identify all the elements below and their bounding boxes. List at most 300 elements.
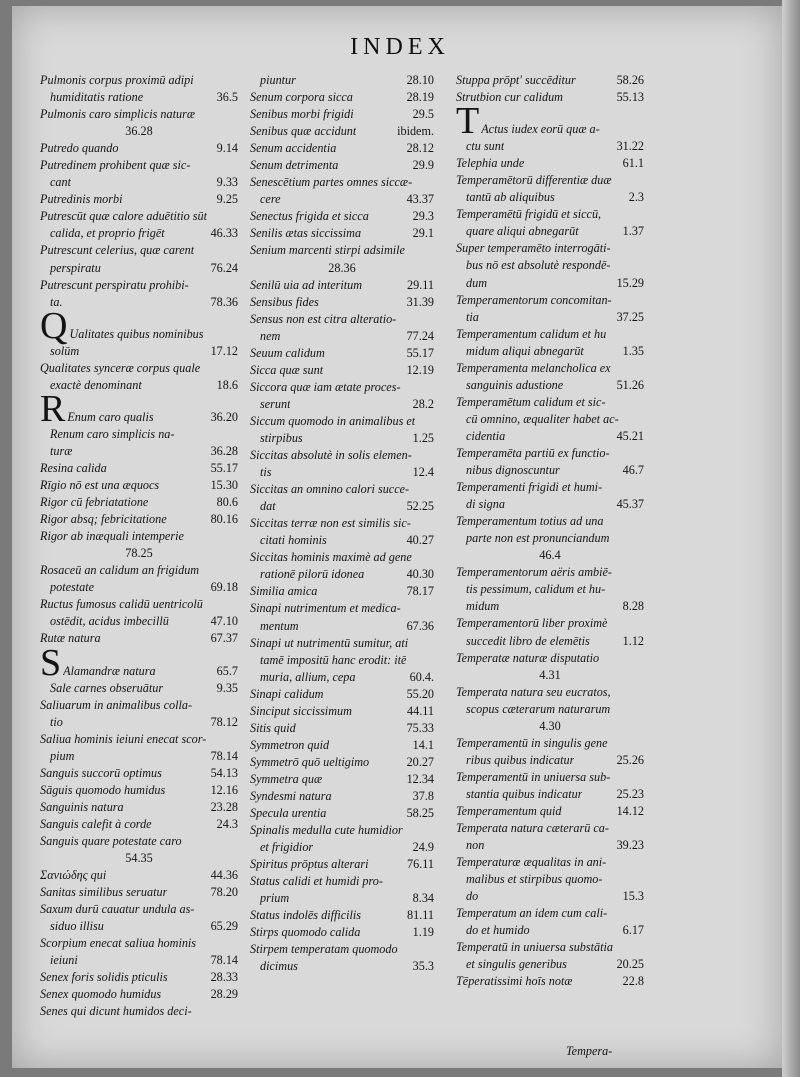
index-entry [40, 833, 238, 850]
index-entry [40, 443, 238, 460]
entry-text: cant [50, 175, 71, 190]
entry-page-ref: 1.12 [622, 633, 644, 648]
entry-text: Actus iudex eorū quæ a- [481, 122, 600, 137]
entry-page-ref: 78.17 [406, 584, 434, 599]
entry-page-ref: 28.29 [210, 987, 238, 1002]
entry-text: Temperata natura cæterarū ca- [456, 821, 609, 836]
entry-text: tamē impositū hanc erodit: itē [260, 652, 407, 667]
index-entry [40, 986, 238, 1003]
index-entry [456, 956, 644, 973]
index-entry [250, 294, 434, 311]
entry-text: Symmetrō quō ueltigimo [250, 754, 370, 769]
entry-text: di signa [466, 497, 505, 512]
index-entry [456, 547, 644, 564]
entry-page-ref: 55.17 [406, 345, 434, 360]
index-entry [40, 294, 238, 311]
index-entry [250, 191, 434, 208]
index-column-1 [40, 72, 238, 1032]
entry-text: Telephia unde [456, 156, 525, 171]
entry-page-ref: 1.25 [412, 430, 434, 445]
entry-text: prium [260, 891, 290, 906]
entry-page-ref: 58.25 [406, 806, 434, 821]
entry-text: tis [260, 465, 272, 480]
entry-page-ref: 43.37 [406, 192, 434, 207]
entry-text: Temperamentorū liber proximè [456, 616, 608, 631]
entry-text: do et humido [466, 923, 530, 938]
index-entry [40, 579, 238, 596]
index-entry [456, 479, 644, 496]
index-entry [456, 240, 644, 257]
index-entry [40, 613, 238, 630]
entry-text: citati hominis [260, 533, 327, 548]
index-entry [456, 871, 644, 888]
entry-text: midum [466, 599, 500, 614]
index-column-3 [456, 72, 644, 1032]
index-entry [40, 799, 238, 816]
entry-page-ref: 2.3 [628, 190, 644, 205]
index-entry [456, 309, 644, 326]
entry-page-ref: 76.11 [407, 857, 434, 872]
entry-page-ref: 78.14 [210, 748, 238, 763]
index-entry [456, 100, 644, 143]
entry-page-ref: 15.30 [210, 478, 238, 493]
index-entry [456, 803, 644, 820]
entry-page-ref: 44.11 [407, 703, 434, 718]
entry-text: Siccitas terræ non est similis sic- [250, 516, 411, 531]
index-entry [250, 430, 434, 447]
index-entry [40, 106, 238, 123]
entry-page-ref: 28.36 [328, 260, 356, 275]
index-entry [250, 106, 434, 123]
drop-capital: S [40, 641, 62, 684]
entry-text: Senilis ætas siccissima [250, 226, 362, 241]
entry-text: Temperamentū in uniuersa sub- [456, 769, 611, 784]
index-entry [250, 822, 434, 839]
entry-text: Sitis quid [250, 720, 296, 735]
index-entry [40, 562, 238, 579]
index-entry [456, 837, 644, 854]
entry-text: midum aliqui abnegarūt [466, 343, 584, 358]
entry-page-ref: 78.14 [210, 953, 238, 968]
entry-text: Putrescūt quæ calore aduētitio sūt [40, 209, 207, 224]
entry-page-ref: 28.19 [406, 90, 434, 105]
index-entry [40, 782, 238, 799]
entry-page-ref: 9.14 [216, 141, 238, 156]
entry-page-ref: 76.24 [210, 260, 238, 275]
index-entry [250, 856, 434, 873]
entry-text: nem [260, 328, 281, 343]
entry-text: Temperamentum quid [456, 803, 562, 818]
entry-text: Rosaceū an calidum an frigidum [40, 563, 200, 578]
entry-text: Similia amica [250, 584, 318, 599]
entry-page-ref: 46.33 [210, 226, 238, 241]
entry-page-ref: 1.19 [412, 925, 434, 940]
entry-text: Symmetron quid [250, 737, 330, 752]
entry-text: quare aliqui abnegarūt [466, 224, 579, 239]
entry-text: Sinciput siccissimum [250, 703, 352, 718]
index-entry [456, 496, 644, 513]
index-entry [40, 123, 238, 140]
entry-page-ref: 46.7 [622, 463, 644, 478]
index-entry [250, 924, 434, 941]
entry-text: Sale carnes obseruātur [50, 680, 164, 695]
drop-capital: Q [40, 304, 68, 347]
entry-text: siduo illisu [50, 919, 104, 934]
entry-text: Pulmonis corpus proximū adipi [40, 73, 194, 87]
entry-page-ref: 29.9 [412, 158, 434, 173]
index-entry [456, 411, 644, 428]
entry-text: ostēdit, acidus imbecillū [50, 614, 169, 629]
index-entry [250, 242, 434, 259]
entry-text: do [466, 889, 479, 904]
entry-text: tantū ab aliquibus [466, 190, 555, 205]
entry-text: Temperamenti frigidi et humi- [456, 480, 603, 495]
entry-text: Ructus fumosus calidū uentricolū [40, 597, 203, 612]
index-entry [40, 157, 238, 174]
index-entry [250, 89, 434, 106]
index-entry [250, 737, 434, 754]
index-entry [250, 464, 434, 481]
entry-page-ref: 29.1 [412, 226, 434, 241]
index-entry [40, 969, 238, 986]
entry-text: tis pessimum, calidum et hu- [466, 582, 606, 597]
index-entry [40, 680, 238, 697]
entry-page-ref: 15.3 [622, 889, 644, 904]
index-entry [250, 958, 434, 975]
entry-page-ref: 51.26 [616, 377, 644, 392]
entry-text: Siccitas absolutè in solis elemen- [250, 448, 412, 463]
index-entry [456, 701, 644, 718]
index-entry [456, 905, 644, 922]
entry-text: Status calidi et humidi pro- [250, 874, 383, 889]
entry-page-ref: 12.19 [406, 362, 434, 377]
entry-page-ref: 28.33 [210, 970, 238, 985]
entry-text: Senibus morbi frigidi [250, 107, 354, 122]
index-entry [250, 600, 434, 617]
entry-text: et singulis generibus [466, 957, 567, 972]
index-entry [250, 873, 434, 890]
entry-text: Spinalis medulla cute humidior [250, 823, 403, 838]
index-entry [456, 513, 644, 530]
entry-text: mentum [260, 618, 299, 633]
entry-text: Rīgio nō est una æquocs [40, 478, 160, 493]
entry-text: cidentia [466, 428, 506, 443]
entry-text: Temperatæ naturæ disputatio [456, 650, 600, 665]
index-entry [456, 752, 644, 769]
index-entry [456, 650, 644, 667]
entry-page-ref: 15.29 [616, 275, 644, 290]
index-entry [250, 311, 434, 328]
index-entry [250, 260, 434, 277]
entry-text: ieiuni [50, 953, 78, 968]
index-entry [40, 935, 238, 952]
entry-page-ref: 20.25 [616, 957, 644, 972]
entry-text: Senectus frigida et sicca [250, 209, 369, 224]
index-entry [40, 748, 238, 765]
entry-text: Scorpium enecat saliua hominis [40, 936, 197, 951]
index-entry [40, 511, 238, 528]
index-entry [250, 635, 434, 652]
entry-text: Temperamentum totius ad una [456, 514, 604, 529]
entry-text: Temperatū in uniuersa substātia [456, 940, 613, 955]
index-entry [40, 343, 238, 360]
index-entry [40, 1003, 238, 1020]
entry-page-ref: 25.23 [616, 786, 644, 801]
index-entry [250, 157, 434, 174]
entry-page-ref: 40.27 [406, 533, 434, 548]
entry-page-ref: 52.25 [406, 499, 434, 514]
entry-text: Sanguinis natura [40, 799, 124, 814]
entry-page-ref: 4.31 [539, 667, 561, 682]
entry-page-ref: ibidem. [397, 124, 434, 139]
index-entry [456, 275, 644, 292]
index-entry [456, 462, 644, 479]
index-entry [40, 460, 238, 477]
entry-text: Rutæ natura [40, 631, 101, 646]
entry-text: Senibus quæ accidunt [250, 124, 357, 139]
entry-page-ref: 36.5 [216, 90, 238, 105]
index-entry [40, 225, 238, 242]
entry-text: Siccitas an omnino calori succe- [250, 482, 410, 497]
entry-page-ref: 36.20 [210, 409, 238, 424]
entry-text: Alamandræ natura [63, 663, 156, 678]
index-entry [250, 277, 434, 294]
index-entry [40, 360, 238, 377]
index-entry [456, 633, 644, 650]
entry-page-ref: 29.3 [412, 209, 434, 224]
entry-text: Temperamētorū differentiæ duæ [456, 173, 612, 188]
index-entry [456, 769, 644, 786]
index-entry [250, 396, 434, 413]
entry-text: Rigor absq; febricitatione [40, 512, 167, 527]
entry-text: nibus dignoscuntur [466, 463, 560, 478]
entry-text: Enum caro qualis [67, 409, 154, 424]
index-entry [250, 941, 434, 958]
entry-text: Tēperatissimi hoīs notæ [456, 974, 573, 989]
index-entry [40, 697, 238, 714]
entry-text: Saliuarum in animalibus colla- [40, 697, 193, 712]
index-entry [456, 581, 644, 598]
index-entry [456, 854, 644, 871]
entry-page-ref: 37.8 [412, 788, 434, 803]
entry-text: Siccum quomodo in animalibus et [250, 413, 416, 428]
entry-text: Putrescunt perspiratu prohibi- [40, 277, 189, 292]
index-entry [40, 89, 238, 106]
entry-text: stirpibus [260, 430, 303, 445]
entry-text: Sanguis quare potestate caro [40, 833, 182, 848]
entry-text: Sanguis calefit à corde [40, 816, 152, 831]
entry-page-ref: 80.6 [216, 495, 238, 510]
entry-text: Senum accidentia [250, 141, 337, 156]
entry-text: turæ [50, 443, 73, 458]
index-entry [456, 564, 644, 581]
index-entry [40, 731, 238, 748]
entry-page-ref: 45.21 [616, 428, 644, 443]
entry-text: Temperamentum calidum et hu [456, 326, 607, 341]
entry-text: Sanitas similibus seruatur [40, 885, 168, 900]
index-entry [250, 549, 434, 566]
entry-page-ref: 55.20 [406, 686, 434, 701]
entry-text: Rigor cū febriatatione [40, 495, 149, 510]
entry-text: Stuppa prōpt' succēditur [456, 73, 576, 87]
index-entry [250, 481, 434, 498]
entry-text: Spiritus prōptus alterari [250, 857, 369, 872]
entry-text: Renum caro simplicis na- [50, 426, 175, 441]
entry-page-ref: 61.1 [622, 156, 644, 171]
index-entry [40, 545, 238, 562]
index-entry [456, 377, 644, 394]
entry-page-ref: 4.30 [539, 718, 561, 733]
entry-text: tio [50, 714, 63, 729]
entry-text: calida, et proprio frigēt [50, 226, 165, 241]
index-entry [250, 788, 434, 805]
index-entry [250, 839, 434, 856]
entry-page-ref: 47.10 [210, 614, 238, 629]
entry-page-ref: 80.16 [210, 512, 238, 527]
entry-text: Sicca quæ sunt [250, 362, 324, 377]
entry-page-ref: 55.13 [616, 90, 644, 105]
index-entry [250, 498, 434, 515]
index-entry [40, 765, 238, 782]
index-entry [40, 140, 238, 157]
entry-page-ref: 36.28 [210, 443, 238, 458]
index-entry [250, 703, 434, 720]
entry-page-ref: 78.12 [210, 714, 238, 729]
entry-text: Stirps quomodo calida [250, 925, 361, 940]
index-entry [456, 257, 644, 274]
entry-page-ref: 78.20 [210, 885, 238, 900]
entry-text: rationē pilorū idonea [260, 567, 365, 582]
index-entry [456, 428, 644, 445]
index-entry [456, 820, 644, 837]
index-entry [250, 208, 434, 225]
entry-page-ref: 22.8 [622, 974, 644, 989]
entry-page-ref: 18.6 [216, 377, 238, 392]
index-entry [456, 138, 644, 155]
index-entry [250, 345, 434, 362]
entry-page-ref: 9.33 [216, 175, 238, 190]
entry-text: Temperaturæ æqualitas in ani- [456, 855, 607, 870]
page-gutter-shadow [782, 0, 800, 1077]
index-entry [456, 598, 644, 615]
entry-page-ref: 31.22 [616, 139, 644, 154]
entry-text: piuntur [260, 73, 296, 87]
entry-text: malibus et stirpibus quomo- [466, 872, 603, 887]
entry-page-ref: 65.29 [210, 919, 238, 934]
index-entry [456, 89, 644, 106]
index-entry [40, 174, 238, 191]
entry-text: succedit libro de elemētis [466, 633, 590, 648]
entry-text: Symmetra quæ [250, 771, 323, 786]
entry-page-ref: 9.35 [216, 680, 238, 695]
index-entry [250, 447, 434, 464]
entry-text: muria, allium, cepa [260, 669, 356, 684]
entry-text: Rigor ab inæquali intemperie [40, 529, 184, 544]
entry-text: Super temperamēto interrogāti- [456, 241, 611, 256]
entry-page-ref: 29.5 [412, 107, 434, 122]
index-entry [456, 735, 644, 752]
entry-text: Σανιώδης qui [40, 868, 107, 883]
entry-text: stantia quibus indicatur [466, 786, 583, 801]
entry-text: potestate [50, 580, 95, 595]
entry-text: Senum corpora sicca [250, 90, 353, 105]
entry-page-ref: 8.28 [622, 599, 644, 614]
index-entry [456, 343, 644, 360]
index-column-2 [250, 72, 434, 1032]
entry-text: scopus cæterarum naturarum [466, 701, 611, 716]
entry-page-ref: 24.3 [216, 816, 238, 831]
entry-text: Putredo quando [40, 141, 119, 156]
index-entry [456, 973, 644, 990]
entry-text: Specula urentia [250, 806, 327, 821]
entry-page-ref: 45.37 [616, 497, 644, 512]
entry-page-ref: 20.27 [406, 754, 434, 769]
entry-page-ref: 67.36 [406, 618, 434, 633]
entry-text: bus nō est absolutè respondē- [466, 258, 611, 273]
entry-page-ref: 28.10 [406, 73, 434, 87]
index-entry [40, 867, 238, 884]
entry-text: Temperamētum calidum et sic- [456, 394, 606, 409]
entry-text: Temperamentorum concomitan- [456, 292, 612, 307]
index-entry [250, 140, 434, 157]
index-entry [250, 413, 434, 430]
entry-page-ref: 12.34 [406, 771, 434, 786]
entry-page-ref: 46.4 [539, 548, 561, 563]
entry-page-ref: 24.9 [412, 840, 434, 855]
entry-page-ref: 12.16 [210, 782, 238, 797]
entry-page-ref: 36.28 [125, 124, 153, 139]
entry-text: serunt [260, 396, 291, 411]
entry-page-ref: 54.13 [210, 765, 238, 780]
index-entry [250, 805, 434, 822]
entry-text: Senex quomodo humidus [40, 987, 162, 1002]
entry-text: Temperamēta partiū ex functio- [456, 445, 610, 460]
index-entry [250, 379, 434, 396]
index-entry [40, 641, 238, 684]
index-entry [250, 566, 434, 583]
entry-text: exactè denominant [50, 377, 142, 392]
entry-page-ref: 60.4. [409, 669, 434, 684]
index-entry [250, 532, 434, 549]
entry-text: Sensibus fides [250, 294, 319, 309]
index-entry [456, 530, 644, 547]
entry-text: Senes qui dicunt humidos deci- [40, 1004, 192, 1019]
index-entry [40, 208, 238, 225]
index-entry [456, 155, 644, 172]
entry-text: Saliua hominis ieiuni enecat scor- [40, 731, 207, 746]
index-entry [456, 326, 644, 343]
index-entry [40, 952, 238, 969]
entry-text: Temperata natura seu eucratos, [456, 684, 611, 699]
entry-text: Putredinis morbi [40, 192, 123, 207]
entry-page-ref: 1.35 [622, 343, 644, 358]
entry-page-ref: 39.23 [616, 838, 644, 853]
entry-text: Syndesmi natura [250, 788, 332, 803]
entry-page-ref: 14.12 [616, 803, 644, 818]
index-entry [40, 596, 238, 613]
entry-text: Saxum durū cauatur undula as- [40, 902, 195, 917]
index-entry [456, 888, 644, 905]
entry-page-ref: 12.4 [412, 465, 434, 480]
drop-capital: T [456, 100, 480, 143]
index-entry [40, 630, 238, 647]
entry-page-ref: 23.28 [210, 799, 238, 814]
index-entry [250, 890, 434, 907]
entry-text: ribus quibus indicatur [466, 752, 575, 767]
index-entry [250, 618, 434, 635]
entry-page-ref: 35.3 [412, 959, 434, 974]
index-entry [40, 816, 238, 833]
